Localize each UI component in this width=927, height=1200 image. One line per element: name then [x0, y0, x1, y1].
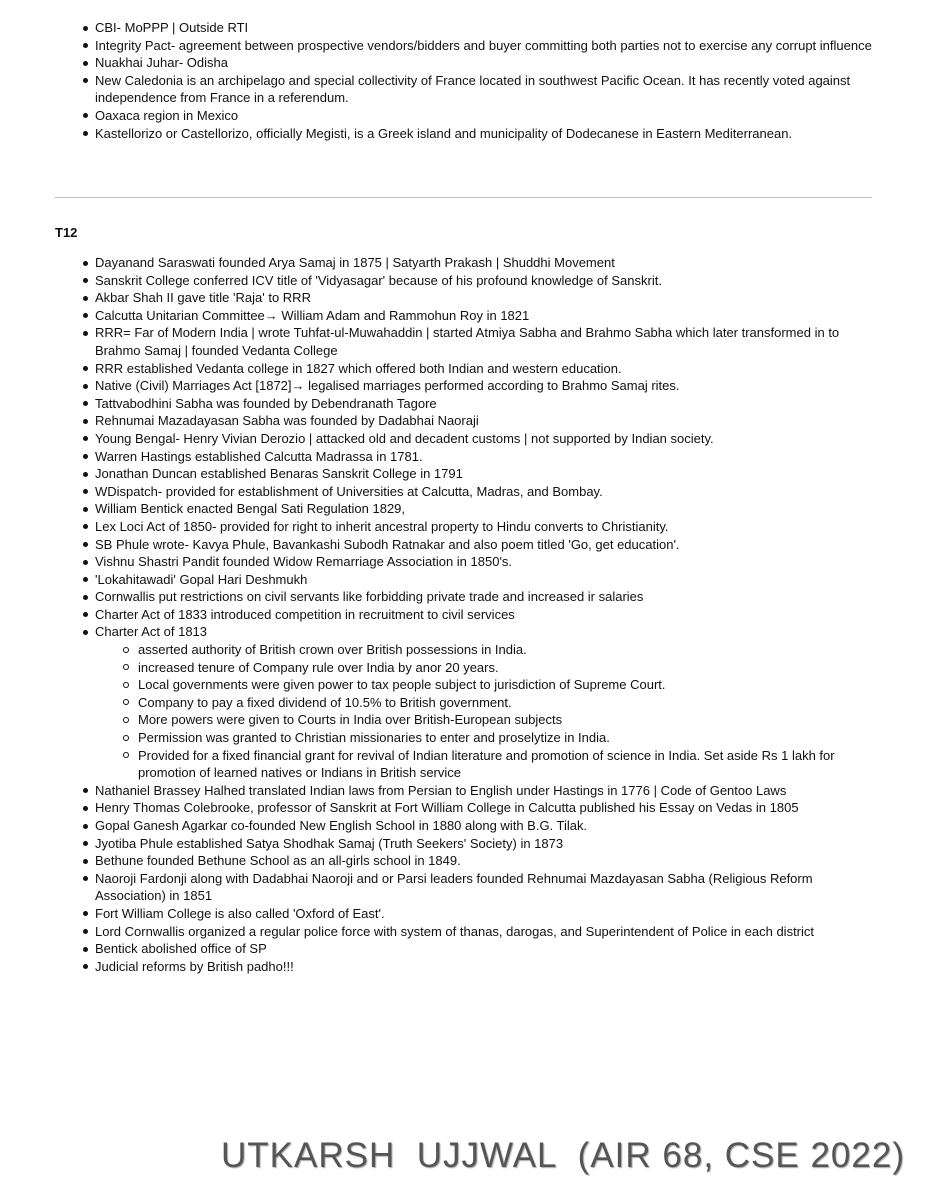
list-item: Oaxaca region in Mexico [95, 107, 875, 125]
list-item: Gopal Ganesh Agarkar co-founded New English School in 1880 along with B.G. Tilak. [95, 817, 875, 835]
list-item: Nathaniel Brassey Halhed translated Indian laws from Persian to English under Hastings in 1776 | Code of Gentoo Laws [95, 782, 875, 800]
sub-list-item: More powers were given to Courts in India over British-European subjects [138, 711, 875, 729]
list-item: WDispatch- provided for establishment of Universities at Calcutta, Madras, and Bombay. [95, 483, 875, 501]
list-item: Akbar Shah II gave title 'Raja' to RRR [95, 289, 875, 307]
list-item: Nuakhai Juhar- Odisha [95, 54, 875, 72]
list-item: Calcutta Unitarian Committee→ William Adam and Rammohun Roy in 1821 [95, 307, 875, 325]
sub-list [138, 641, 875, 782]
list-item: Lex Loci Act of 1850- provided for right to inherit ancestral property to Hindu converts to Christianity. [95, 518, 875, 536]
list-item: Lord Cornwallis organized a regular police force with system of thanas, darogas, and Superintendent of Police in each district [95, 923, 875, 941]
list-item: Vishnu Shastri Pandit founded Widow Remarriage Association in 1850's. [95, 553, 875, 571]
notes-list-t12 [95, 254, 875, 975]
list-item: Henry Thomas Colebrooke, professor of Sanskrit at Fort William College in Calcutta published his Essay on Vedas in 1805 [95, 799, 875, 817]
sub-list-item: asserted authority of British crown over British possessions in India. [138, 641, 875, 659]
author-watermark: UTKARSH UJJWAL (AIR 68, CSE 2022) [221, 1136, 905, 1175]
list-item: Fort William College is also called 'Oxford of East'. [95, 905, 875, 923]
list-item: Bentick abolished office of SP [95, 940, 875, 958]
list-item: Integrity Pact- agreement between prospective vendors/bidders and buyer committing both parties not to exercise any corrupt influence [95, 37, 875, 55]
list-item: Judicial reforms by British padho!!! [95, 958, 875, 976]
list-item: Jonathan Duncan established Benaras Sanskrit College in 1791 [95, 465, 875, 483]
list-item-label: Charter Act of 1813 [95, 624, 208, 640]
list-item: Cornwallis put restrictions on civil servants like forbidding private trade and increased ir salaries [95, 588, 875, 606]
list-item: Bethune founded Bethune School as an all-girls school in 1849. [95, 852, 875, 870]
sub-list-item: Permission was granted to Christian missionaries to enter and proselytize in India. [138, 729, 875, 747]
list-item: Naoroji Fardonji along with Dadabhai Naoroji and or Parsi leaders founded Rehnumai Mazdayasan Sabha (Religious Reform Association) in 1851 [95, 870, 875, 905]
list-item: Charter Act of 1833 introduced competition in recruitment to civil services [95, 606, 875, 624]
list-item: Tattvabodhini Sabha was founded by Debendranath Tagore [95, 395, 875, 413]
sub-list-item: Provided for a fixed financial grant for revival of Indian literature and promotion of science in India. Set aside Rs 1 lakh for promotion of learned natives or Indians in British service [138, 747, 875, 782]
list-item: New Caledonia is an archipelago and special collectivity of France located in southwest Pacific Ocean. It has recently voted against independence from France in a referendum. [95, 72, 875, 107]
list-item: Dayanand Saraswati founded Arya Samaj in 1875 | Satyarth Prakash | Shuddhi Movement [95, 254, 875, 272]
section-heading: T12 [55, 225, 78, 240]
list-item: RRR established Vedanta college in 1827 which offered both Indian and western education. [95, 360, 875, 378]
list-item: Jyotiba Phule established Satya Shodhak Samaj (Truth Seekers' Society) in 1873 [95, 835, 875, 853]
list-item: CBI- MoPPP | Outside RTI [95, 19, 875, 37]
list-item-charter-1813 [95, 623, 875, 781]
sub-list-item: Company to pay a fixed dividend of 10.5% to British government. [138, 694, 875, 712]
list-item: 'Lokahitawadi' Gopal Hari Deshmukh [95, 571, 875, 589]
list-item: Young Bengal- Henry Vivian Derozio | attacked old and decadent customs | not supported by Indian society. [95, 430, 875, 448]
list-item: Sanskrit College conferred ICV title of 'Vidyasagar' because of his profound knowledge of Sanskrit. [95, 272, 875, 290]
list-item: RRR= Far of Modern India | wrote Tuhfat-ul-Muwahaddin | started Atmiya Sabha and Brahmo Sabha which later transformed in to Brahmo Samaj | founded Vedanta College [95, 324, 875, 359]
sub-list-item: Local governments were given power to tax people subject to jurisdiction of Supreme Court. [138, 676, 875, 694]
section-divider [55, 197, 872, 198]
list-item: Native (Civil) Marriages Act [1872]→ legalised marriages performed according to Brahmo Samaj rites. [95, 377, 875, 395]
list-item: Rehnumai Mazadayasan Sabha was founded by Dadabhai Naoraji [95, 412, 875, 430]
list-item: Warren Hastings established Calcutta Madrassa in 1781. [95, 448, 875, 466]
notes-list-top [95, 19, 875, 142]
sub-list-item: increased tenure of Company rule over India by anor 20 years. [138, 659, 875, 677]
list-item: SB Phule wrote- Kavya Phule, Bavankashi Subodh Ratnakar and also poem titled 'Go, get education'. [95, 536, 875, 554]
list-item: William Bentick enacted Bengal Sati Regulation 1829, [95, 500, 875, 518]
list-item: Kastellorizo or Castellorizo, officially Megisti, is a Greek island and municipality of Dodecanese in Eastern Mediterranean. [95, 125, 875, 143]
